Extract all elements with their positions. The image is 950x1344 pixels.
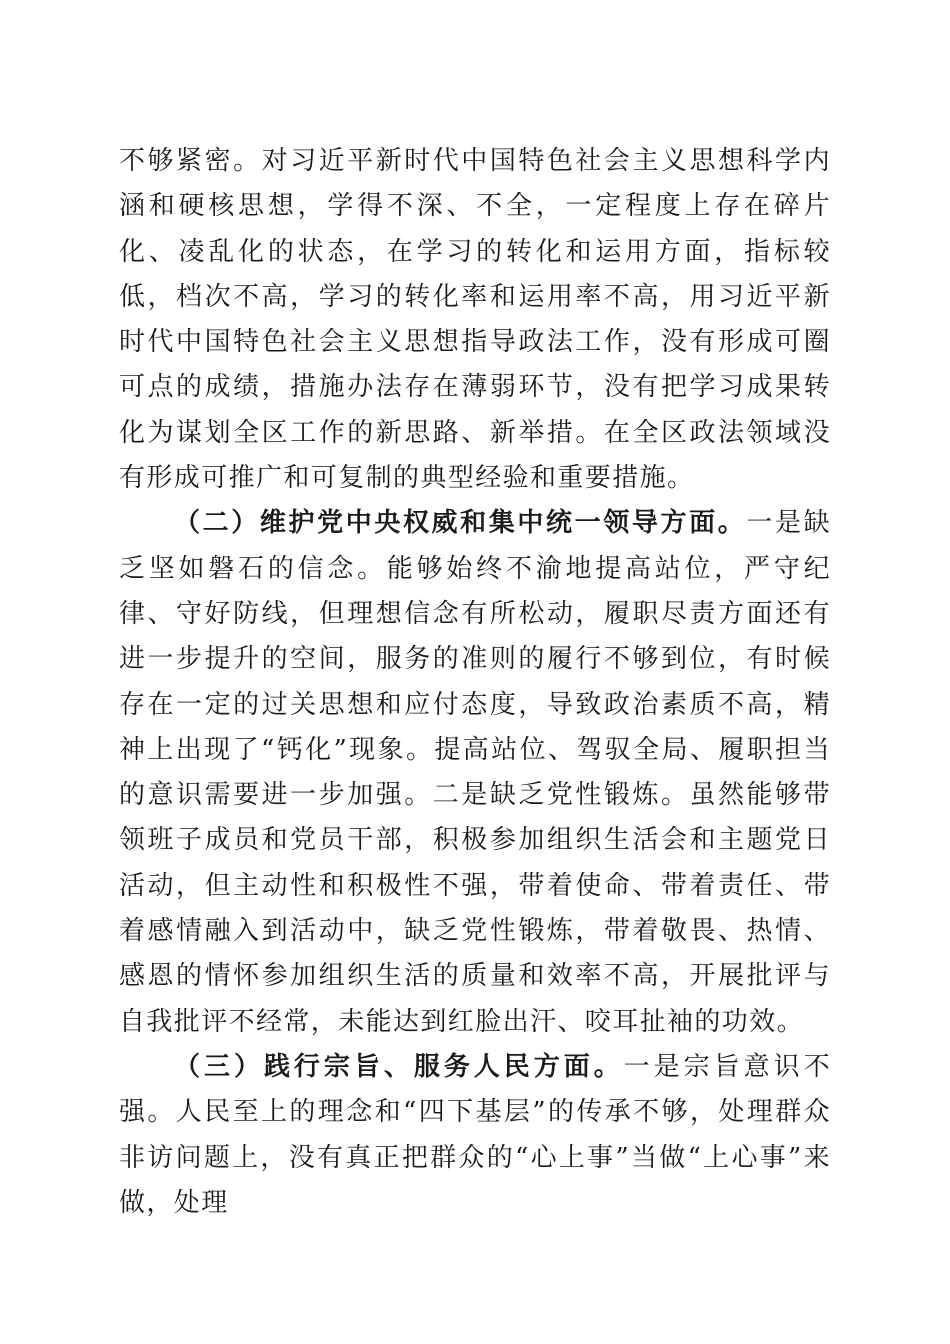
paragraph-1 bbox=[119, 139, 831, 501]
document-body bbox=[119, 139, 831, 1226]
section-heading-3: （三）践行宗旨、服务人民方面。 bbox=[174, 1051, 624, 1082]
paragraph-3 bbox=[119, 1045, 831, 1226]
paragraph-3-body: 一是宗旨意识不强。人民至上的理念和“四下基层”的传承不够，处理群众非访问题上，没有真正把群众的“心上事”当做“上心事”来做，处理 bbox=[119, 1051, 831, 1218]
paragraph-2-body: 一是缺乏坚如磐石的信念。能够始终不渝地提高站位，严守纪律、守好防线，但理想信念有所松动，履职尽责方面还有进一步提升的空间，服务的准则的履行不够到位，有时候存在一定的过关思想和应付态度，导致政治素质不高，精神上出现了“钙化”现象。提高站位、驾驭全局、履职担当的意识需要进一步加强。二是缺乏党性锻炼。虽然能够带领班子成员和党员干部，积极参加组织生活会和主题党日活动，但主动性和积极性不强，带着使命、带着责任、带着感情融入到活动中，缺乏党性锻炼，带着敬畏、热情、感恩的情怀参加组织生活的质量和效率不高，开展批评与自我批评不经常，未能达到红脸出汗、咬耳扯袖的功效。 bbox=[119, 508, 831, 1037]
paragraph-1-body: 不够紧密。对习近平新时代中国特色社会主义思想科学内涵和硬核思想，学得不深、不全，一定程度上存在碎片化、凌乱化的状态，在学习的转化和运用方面，指标较低，档次不高，学习的转化率和运用率不高，用习近平新时代中国特色社会主义思想指导政法工作，没有形成可圈可点的成绩，措施办法存在薄弱环节，没有把学习成果转化为谋划全区工作的新思路、新举措。在全区政法领域没有形成可推广和可复制的典型经验和重要措施。 bbox=[119, 146, 831, 494]
paragraph-2 bbox=[119, 501, 831, 1045]
section-heading-2: （二）维护党中央权威和集中统一领导方面。 bbox=[174, 508, 747, 539]
